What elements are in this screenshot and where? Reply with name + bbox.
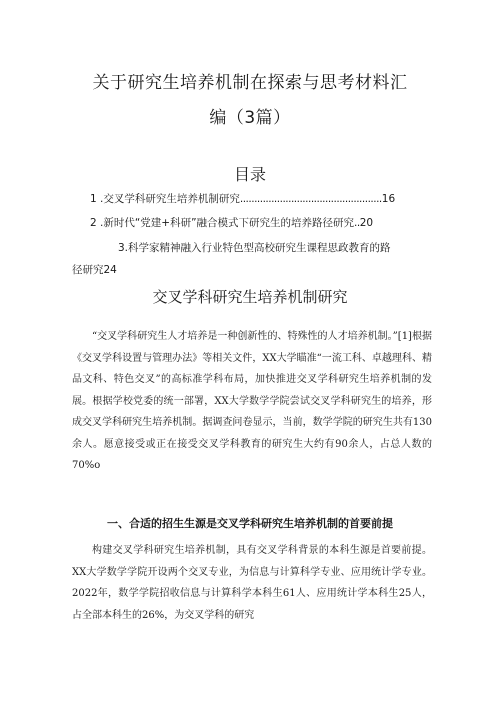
toc-item-1-number: 1 [90,193,97,205]
toc-item-1-leader: .................................................. [239,193,382,205]
toc-item-1-text: .交叉学科研究生培养机制研究 [100,193,240,205]
document-title-line-2: 编（3篇） [209,108,291,128]
toc-item-3-line-2[interactable]: 径研究24 [72,264,117,276]
toc-item-1-page: 16 [381,193,396,205]
toc-heading: 目录 [233,165,266,184]
section-subheading: 一、合适的招生生源是交叉学科研究生培养机制的首要前提 [107,517,393,530]
toc-item-1[interactable] [90,191,395,207]
toc-item-2-number: 2 [90,217,97,229]
toc-item-3-line-1[interactable]: 3.科学家精神融入行业特色型高校研究生课程思政教育的路 [118,242,391,254]
toc-item-2-page: 20 [359,217,374,229]
toc-item-2[interactable] [90,215,373,231]
body-paragraph-1: “交叉学科研究生人才培养是一种创新性的、特殊性的人才培养机制。”[1]根据《交叉学科设置与管理办法》等相关文件，XX大学瞄准“一流工科、卓越理科、精品文科、特色交叉”的高标准学科布局，加快推进交叉学科研究生培养机制的发展。根据学校党委的统一部署，XX大学数学学院尝试交叉学科研究生的培养，形成交叉学科研究生培养机制。据调查问卷显示，当前，数学学院的研究生共有130余人。愿意接受或正在接受交叉学科教育的研究生大约有90余人，占总人数的70%o [72,331,432,471]
body-paragraph-2: 构建交叉学科研究生培养机制，具有交叉学科背景的本科生源是首要前提。XX大学数学学院开设两个交叉专业，为信息与计算科学专业、应用统计学专业。2022年，数学学院招收信息与计算科学本科生61人、应用统计学本科生25人，占全部本科生的26%，为交叉学科的研究 [72,545,432,621]
document-title-line-1: 关于研究生培养机制在探索与思考材料汇 [92,73,408,93]
toc-item-2-leader: .. [354,217,360,229]
toc-item-2-text: .新时代“党建+科研”融合模式下研究生的培养路径研究 [100,217,355,229]
section-title: 交叉学科研究生培养机制研究 [152,288,348,306]
